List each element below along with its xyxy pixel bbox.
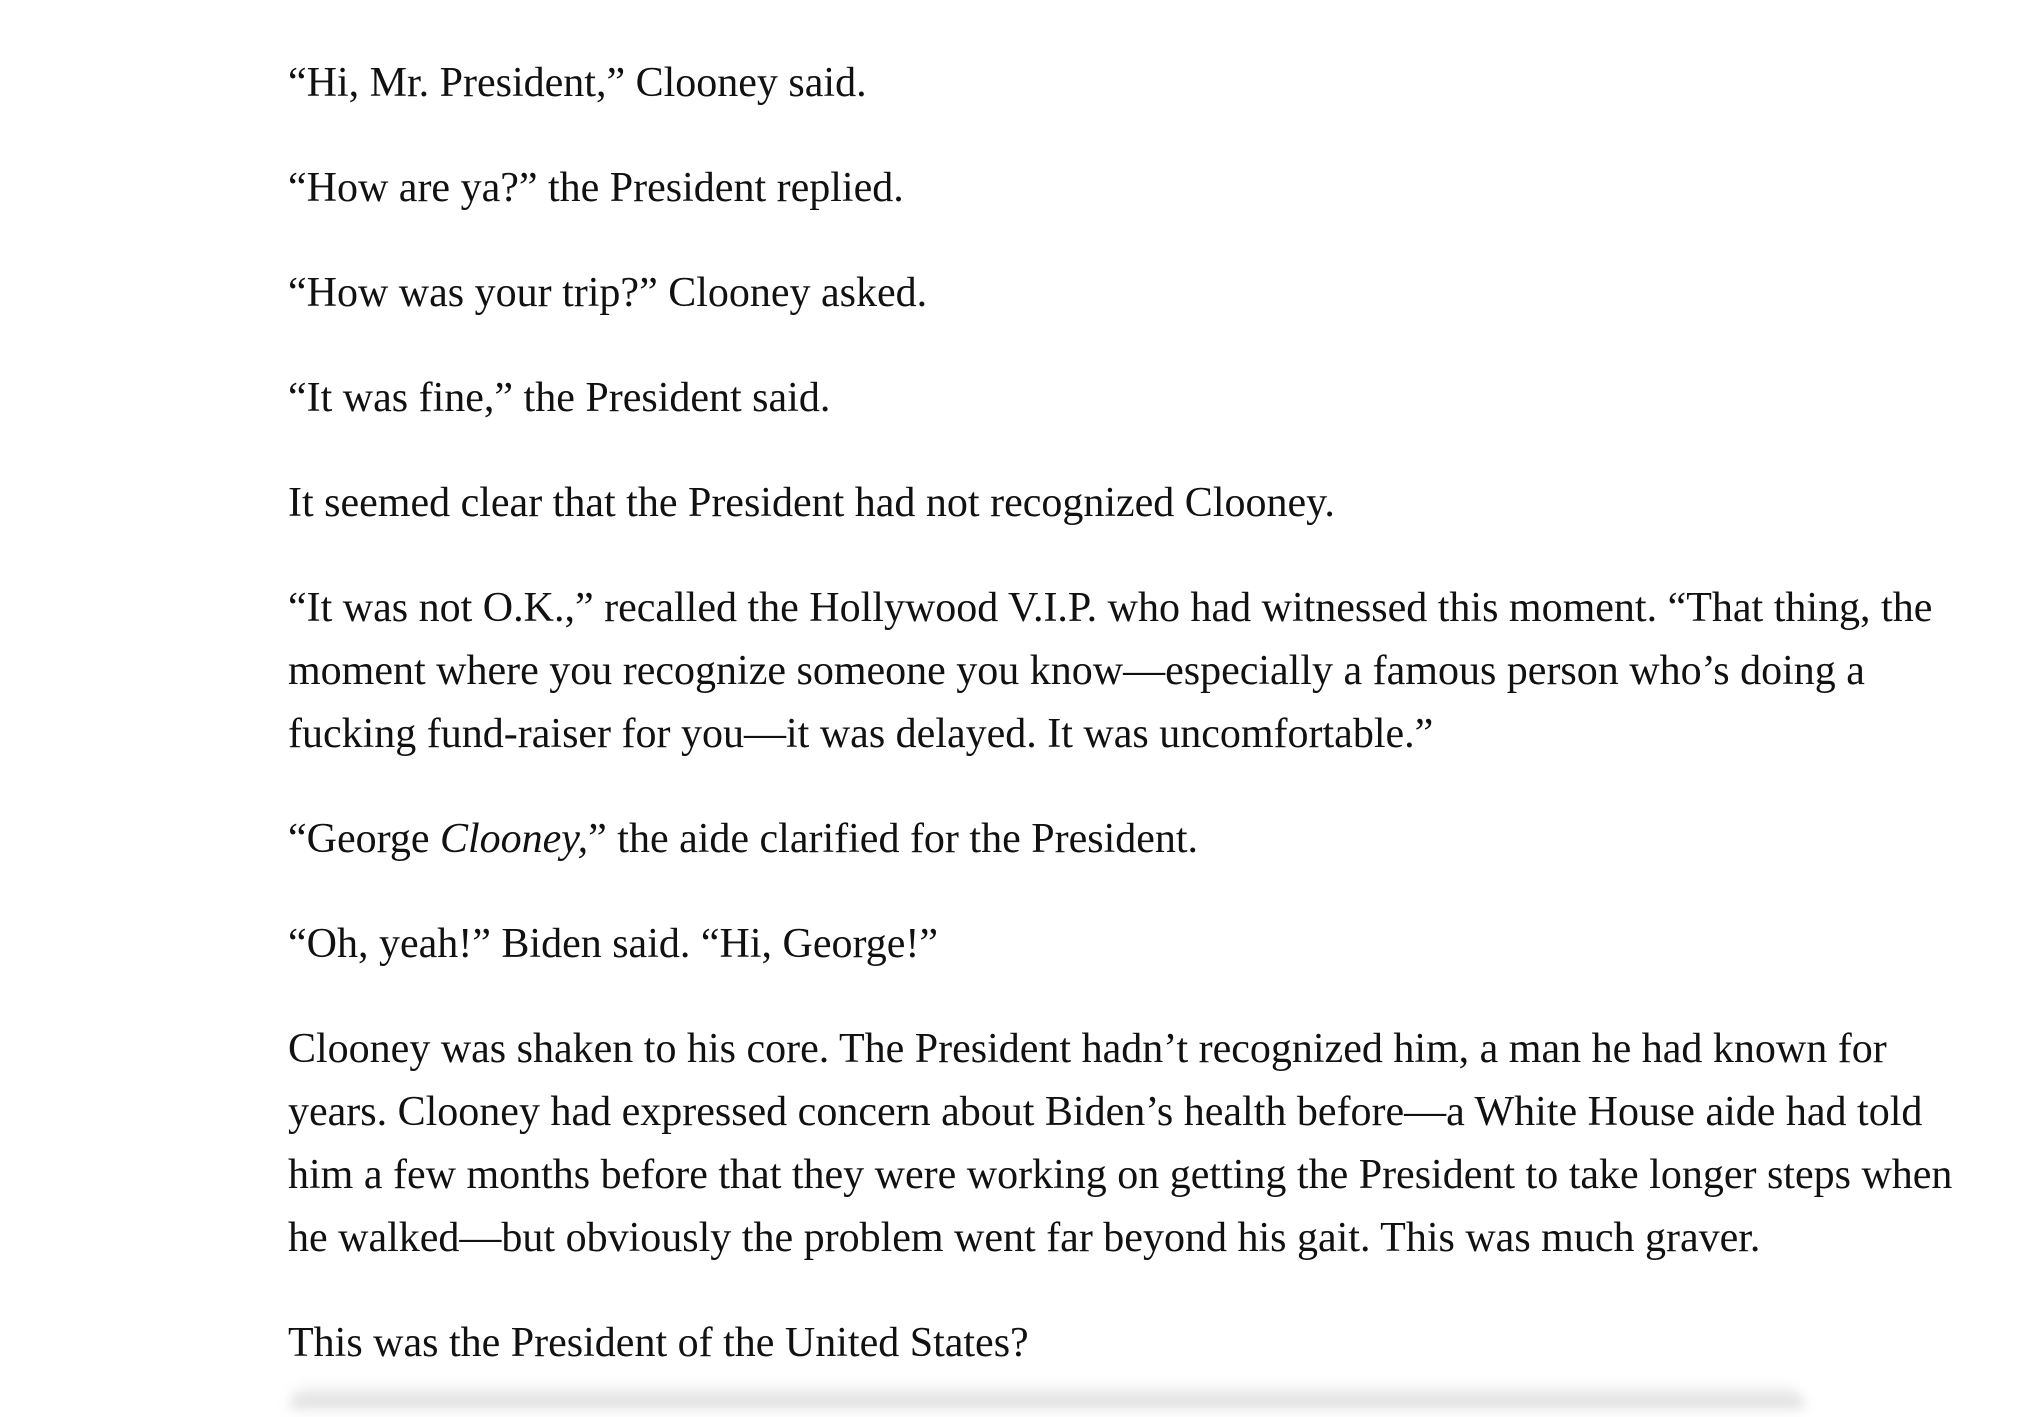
paragraph-9: Clooney was shaken to his core. The President hadn’t recognized him, a man he had known for years. Clooney had expressed concern about Biden’s health before—a White House aide had told him a few months before that they were working on getting the President to take longer steps when he walked—but obviously the problem went far beyond his gait. This was much graver. bbox=[288, 1026, 1953, 1261]
paragraph-4: “It was fine,” the President said. bbox=[288, 375, 831, 421]
paragraph-3: “How was your trip?” Clooney asked. bbox=[288, 270, 928, 316]
paragraph-5: It seemed clear that the President had not recognized Clooney. bbox=[288, 480, 1335, 526]
paragraph-6: “It was not O.K.,” recalled the Hollywood V.I.P. who had witnessed this moment. “That thing, the moment where you recognize someone you know—especially a famous person who’s doing a fucking fund-raiser for you—it was delayed. It was uncomfortable.” bbox=[288, 585, 1933, 757]
paragraph-2: “How are ya?” the President replied. bbox=[288, 165, 904, 211]
paragraph-7-rest: ” the aide clarified for the President. bbox=[588, 816, 1199, 862]
paragraph-7-name: Clooney, bbox=[439, 816, 589, 862]
paragraph-7-open: “George bbox=[288, 816, 440, 862]
paragraph-7 bbox=[288, 808, 1974, 871]
paragraph-1: “Hi, Mr. President,” Clooney said. bbox=[288, 60, 867, 106]
bottom-shadow-overlay bbox=[290, 1382, 1804, 1408]
paragraph-8: “Oh, yeah!” Biden said. “Hi, George!” bbox=[288, 921, 938, 967]
article-body bbox=[288, 52, 1974, 1417]
paragraph-10: This was the President of the United States? bbox=[288, 1320, 1029, 1366]
